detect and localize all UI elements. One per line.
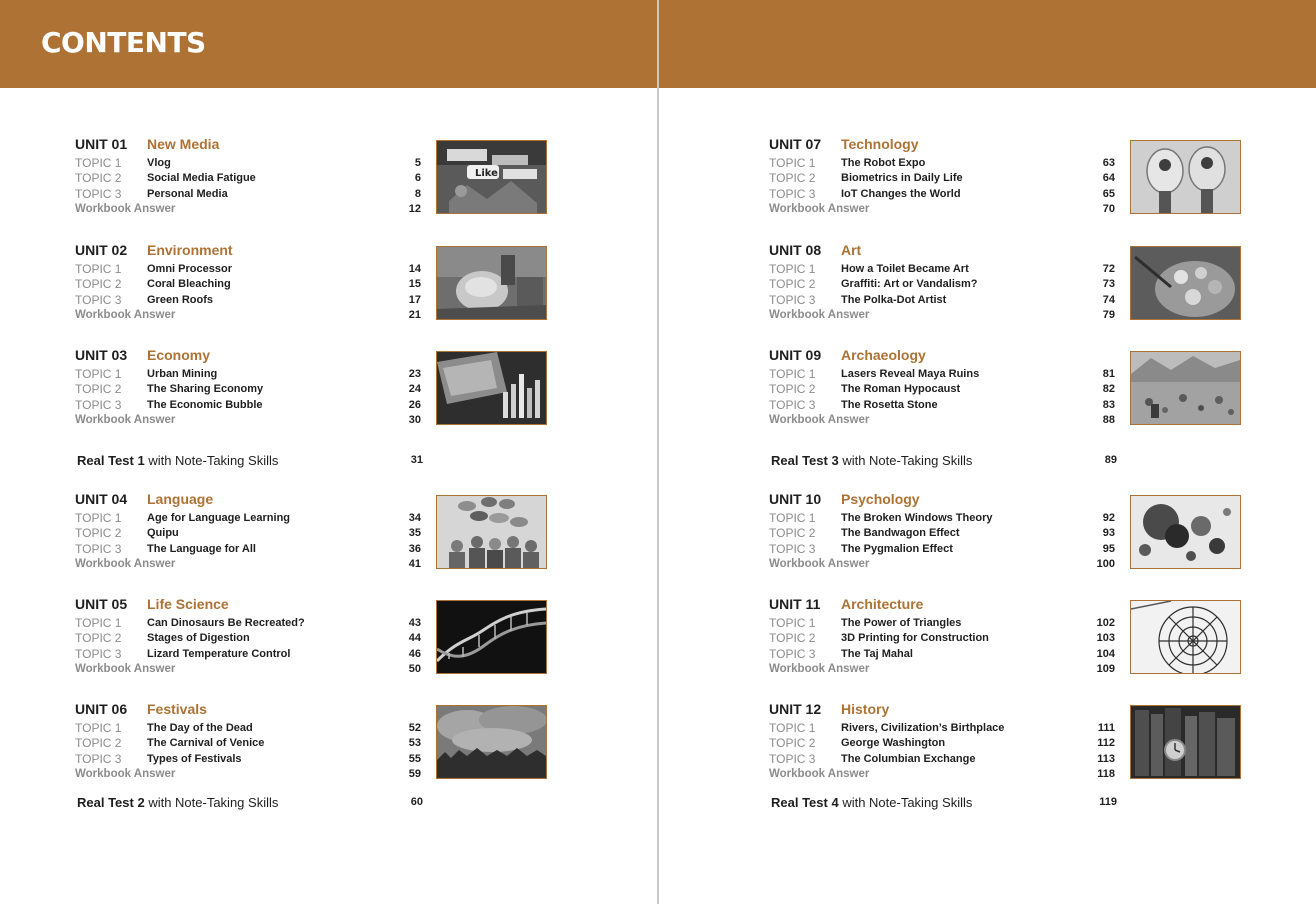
topic-label: TOPIC 3: [769, 293, 816, 307]
workbook-label: Workbook Answer: [769, 558, 870, 570]
topic-label: TOPIC 1: [75, 721, 122, 735]
topic-row[interactable]: [769, 526, 1115, 541]
page-number: 82: [1102, 383, 1115, 395]
unit-heading: [769, 491, 920, 507]
unit-label: UNIT 06: [75, 701, 128, 717]
topic-label: TOPIC 3: [769, 542, 816, 556]
topic-label: TOPIC 3: [75, 752, 122, 766]
unit-heading: [75, 596, 229, 612]
unit-heading: [769, 136, 919, 152]
topic-title: How a Toilet Became Art: [841, 263, 969, 275]
glass-dome-photo: [1131, 601, 1240, 673]
topic-row[interactable]: [769, 398, 1115, 413]
page-number: 64: [1102, 172, 1115, 184]
topic-row[interactable]: [769, 156, 1115, 171]
topic-row[interactable]: [75, 367, 421, 382]
unit-07: [769, 136, 1241, 218]
page-number: 5: [414, 157, 421, 169]
topic-label: TOPIC 2: [769, 526, 816, 540]
topic-row[interactable]: [75, 721, 421, 736]
page-number: 93: [1102, 527, 1115, 539]
page-number: 52: [408, 722, 421, 734]
topic-row[interactable]: [75, 631, 421, 646]
workbook-label: Workbook Answer: [75, 663, 176, 675]
workbook-row[interactable]: [769, 662, 1115, 677]
topic-row[interactable]: [769, 616, 1115, 631]
page-number: 23: [408, 368, 421, 380]
page-number: 81: [1102, 368, 1115, 380]
workbook-row[interactable]: [75, 308, 421, 323]
workbook-row[interactable]: [769, 202, 1115, 217]
real-test-entry[interactable]: [77, 795, 423, 813]
topic-row[interactable]: [769, 262, 1115, 277]
real-test-name: Real Test 4: [771, 795, 839, 810]
topic-title: IoT Changes the World: [841, 188, 961, 200]
unit-thumbnail: [1130, 351, 1241, 425]
topic-label: TOPIC 2: [75, 631, 122, 645]
unit-thumbnail: [436, 246, 547, 320]
topic-label: TOPIC 3: [75, 293, 122, 307]
topic-row[interactable]: [769, 367, 1115, 382]
left-page: [0, 0, 657, 904]
page-number: 24: [408, 383, 421, 395]
page-number: 60: [410, 796, 423, 808]
page-number: 44: [408, 632, 421, 644]
page-number: 63: [1102, 157, 1115, 169]
topic-title: The Bandwagon Effect: [841, 527, 960, 539]
unit-title[interactable]: Psychology: [841, 491, 920, 507]
dna-helix-photo: [437, 601, 546, 673]
topic-title: The Roman Hypocaust: [841, 383, 961, 395]
unit-11: [769, 596, 1241, 678]
topic-row[interactable]: [75, 156, 421, 171]
unit-label: UNIT 05: [75, 596, 128, 612]
unit-thumbnail: [436, 705, 547, 779]
topic-row[interactable]: [769, 277, 1115, 292]
topic-title: Types of Festivals: [147, 753, 242, 765]
topic-row[interactable]: [769, 293, 1115, 308]
page-number: 12: [408, 203, 421, 215]
page-number: 112: [1097, 737, 1115, 749]
unit-title[interactable]: Architecture: [841, 596, 924, 612]
topic-title: Quipu: [147, 527, 179, 539]
page-number: 95: [1102, 543, 1115, 555]
book-spine: [657, 0, 659, 904]
topic-label: TOPIC 2: [769, 736, 816, 750]
topic-title: The Day of the Dead: [147, 722, 253, 734]
topic-label: TOPIC 2: [75, 526, 122, 540]
unit-heading: [769, 242, 861, 258]
unit-thumbnail: [436, 140, 547, 214]
topic-row[interactable]: [75, 616, 421, 631]
unit-thumbnail: [1130, 600, 1241, 674]
page-number: 92: [1102, 512, 1115, 524]
unit-title[interactable]: Economy: [147, 347, 211, 363]
unit-label: UNIT 12: [769, 701, 822, 717]
paint-palette-photo: [1131, 247, 1240, 319]
topic-label: TOPIC 3: [75, 398, 122, 412]
topic-row[interactable]: [769, 171, 1115, 186]
page-number: 36: [408, 543, 421, 555]
unit-label: UNIT 01: [75, 136, 128, 152]
topic-title: Age for Language Learning: [147, 512, 291, 524]
page-number: 89: [1104, 454, 1117, 466]
unit-label: UNIT 07: [769, 136, 822, 152]
workbook-label: Workbook Answer: [769, 663, 870, 675]
unit-04: [75, 491, 547, 573]
unit-label: UNIT 11: [769, 596, 821, 612]
real-test-name: Real Test 3: [771, 453, 839, 468]
page-number: 43: [408, 617, 421, 629]
unit-title[interactable]: Archaeology: [841, 347, 926, 363]
unit-title[interactable]: New Media: [147, 136, 220, 152]
topic-label: TOPIC 2: [769, 277, 816, 291]
unit-title[interactable]: Life Science: [147, 596, 229, 612]
topic-row[interactable]: [75, 511, 421, 526]
unit-01: [75, 136, 547, 218]
topic-title: The Polka-Dot Artist: [841, 294, 947, 306]
workbook-label: Workbook Answer: [75, 558, 176, 570]
unit-heading: [75, 242, 233, 258]
unit-08: [769, 242, 1241, 324]
real-test-subtitle: with Note-Taking Skills: [842, 453, 973, 468]
topic-title: The Taj Mahal: [841, 648, 913, 660]
unit-thumbnail: [1130, 140, 1241, 214]
page-number: 73: [1102, 278, 1115, 290]
page-number: 74: [1102, 294, 1115, 306]
unit-title[interactable]: Art: [841, 242, 862, 258]
topic-label: TOPIC 1: [769, 156, 816, 170]
topic-label: TOPIC 1: [769, 616, 816, 630]
page-number: 102: [1096, 617, 1115, 629]
topic-row[interactable]: [75, 262, 421, 277]
unit-thumbnail: [1130, 246, 1241, 320]
festival-crowd-photo: [437, 706, 546, 778]
unit-thumbnail: [436, 600, 547, 674]
real-test-entry[interactable]: [77, 453, 423, 471]
page-number: 104: [1096, 648, 1115, 660]
unit-06: [75, 701, 547, 783]
topic-title: Rivers, Civilization’s Birthplace: [841, 722, 1005, 734]
real-test-entry[interactable]: [771, 453, 1117, 471]
page-number: 34: [408, 512, 421, 524]
page-number: 100: [1096, 558, 1115, 570]
page-number: 41: [408, 558, 421, 570]
real-test-name: Real Test 1: [77, 453, 145, 468]
unit-heading: [769, 347, 926, 363]
topic-title: The Carnival of Venice: [147, 737, 265, 749]
topic-title: Personal Media: [147, 188, 228, 200]
workbook-label: Workbook Answer: [769, 768, 870, 780]
topic-title: The Rosetta Stone: [841, 399, 938, 411]
unit-title[interactable]: Technology: [841, 136, 919, 152]
topic-title: The Robot Expo: [841, 157, 926, 169]
topic-title: Lizard Temperature Control: [147, 648, 291, 660]
topic-title: The Economic Bubble: [147, 399, 263, 411]
page-number: 103: [1096, 632, 1115, 644]
unit-title[interactable]: Festivals: [147, 701, 207, 717]
unit-05: [75, 596, 547, 678]
unit-heading: [769, 596, 923, 612]
topic-label: TOPIC 1: [769, 721, 816, 735]
unit-label: UNIT 10: [769, 491, 822, 507]
page-number: 14: [408, 263, 421, 275]
topic-title: Vlog: [147, 157, 171, 169]
topic-label: TOPIC 3: [75, 647, 122, 661]
page-number: 30: [408, 414, 421, 426]
unit-title[interactable]: Language: [147, 491, 214, 507]
page-number: 109: [1096, 663, 1115, 675]
page-number: 88: [1102, 414, 1115, 426]
workbook-row[interactable]: [75, 767, 421, 782]
topic-label: TOPIC 2: [75, 171, 122, 185]
page-number: 46: [408, 648, 421, 660]
topic-title: The Sharing Economy: [147, 383, 264, 395]
topic-title: The Columbian Exchange: [841, 753, 976, 765]
real-test-subtitle: with Note-Taking Skills: [842, 795, 973, 810]
topic-label: TOPIC 2: [75, 382, 122, 396]
unit-thumbnail: [436, 495, 547, 569]
topic-row[interactable]: [75, 526, 421, 541]
workbook-label: Workbook Answer: [75, 414, 176, 426]
unit-heading: [75, 491, 213, 507]
topic-label: TOPIC 2: [75, 277, 122, 291]
topic-title: Urban Mining: [147, 368, 218, 380]
topic-label: TOPIC 1: [769, 262, 816, 276]
topic-label: TOPIC 1: [75, 616, 122, 630]
topic-title: 3D Printing for Construction: [841, 632, 989, 644]
ink-splash-photo: [1131, 496, 1240, 568]
topic-label: TOPIC 3: [769, 752, 816, 766]
unit-10: [769, 491, 1241, 573]
topic-title: The Broken Windows Theory: [841, 512, 993, 524]
plastic-bag-photo: [437, 247, 546, 319]
topic-label: TOPIC 3: [769, 647, 816, 661]
topic-title: Green Roofs: [147, 294, 214, 306]
topic-row[interactable]: [769, 382, 1115, 397]
topic-title: The Language for All: [147, 543, 256, 555]
page-number: 111: [1097, 722, 1115, 734]
unit-heading: [769, 701, 889, 717]
topic-label: TOPIC 1: [75, 511, 122, 525]
topic-label: TOPIC 3: [769, 187, 816, 201]
unit-02: [75, 242, 547, 324]
page-number: 59: [408, 768, 421, 780]
unit-thumbnail: [1130, 495, 1241, 569]
topic-title: Graffiti: Art or Vandalism?: [841, 278, 978, 290]
topic-row[interactable]: [769, 647, 1115, 662]
topic-title: Stages of Digestion: [147, 632, 250, 644]
topic-label: TOPIC 3: [75, 542, 122, 556]
topic-label: TOPIC 3: [769, 398, 816, 412]
unit-heading: [75, 136, 219, 152]
page-number: 21: [408, 309, 421, 321]
workbook-row[interactable]: [769, 308, 1115, 323]
workbook-label: Workbook Answer: [769, 309, 870, 321]
ruins-landscape-photo: [1131, 352, 1240, 424]
workbook-label: Workbook Answer: [769, 414, 870, 426]
social-media-like-photo: [437, 141, 546, 213]
topic-row[interactable]: [75, 542, 421, 557]
topic-title: The Power of Triangles: [841, 617, 962, 629]
topic-label: TOPIC 1: [769, 367, 816, 381]
topic-label: TOPIC 2: [769, 382, 816, 396]
topic-label: TOPIC 2: [75, 736, 122, 750]
workbook-row[interactable]: [769, 767, 1115, 782]
topic-row[interactable]: [75, 171, 421, 186]
unit-label: UNIT 08: [769, 242, 822, 258]
robot-heads-photo: [1131, 141, 1240, 213]
page-number: 53: [408, 737, 421, 749]
topic-label: TOPIC 3: [75, 187, 122, 201]
unit-label: UNIT 02: [75, 242, 128, 258]
page-number: 17: [408, 294, 421, 306]
workbook-row[interactable]: [75, 413, 421, 428]
page-number: 15: [408, 278, 421, 290]
topic-label: TOPIC 1: [75, 262, 122, 276]
real-test-entry[interactable]: [771, 795, 1117, 813]
topic-title: Biometrics in Daily Life: [841, 172, 963, 184]
books-pocket-watch-photo: [1131, 706, 1240, 778]
real-test-subtitle: with Note-Taking Skills: [148, 453, 279, 468]
topic-label: TOPIC 1: [75, 367, 122, 381]
unit-12: [769, 701, 1241, 783]
people-speech-bubbles-photo: [437, 496, 546, 568]
page-number: 6: [414, 172, 421, 184]
page-number: 83: [1102, 399, 1115, 411]
workbook-row[interactable]: [75, 662, 421, 677]
page-number: 113: [1097, 753, 1115, 765]
page-number: 72: [1102, 263, 1115, 275]
page-number: 118: [1097, 768, 1115, 780]
unit-heading: [75, 701, 207, 717]
unit-heading: [75, 347, 210, 363]
workbook-row[interactable]: [75, 202, 421, 217]
topic-row[interactable]: [75, 647, 421, 662]
page-number: 26: [408, 399, 421, 411]
page-number: 119: [1099, 796, 1117, 808]
unit-thumbnail: [436, 351, 547, 425]
topic-title: Can Dinosaurs Be Recreated?: [147, 617, 305, 629]
workbook-label: Workbook Answer: [75, 203, 176, 215]
topic-title: Omni Processor: [147, 263, 232, 275]
topic-label: TOPIC 2: [769, 631, 816, 645]
topic-row[interactable]: [769, 511, 1115, 526]
real-test-name: Real Test 2: [77, 795, 145, 810]
money-chart-photo: [437, 352, 546, 424]
topic-row[interactable]: [769, 721, 1115, 736]
workbook-label: Workbook Answer: [769, 203, 870, 215]
topic-row[interactable]: [75, 187, 421, 202]
page-number: 79: [1102, 309, 1115, 321]
workbook-row[interactable]: [769, 557, 1115, 572]
topic-row[interactable]: [769, 631, 1115, 646]
page-number: 35: [408, 527, 421, 539]
page-number: 70: [1102, 203, 1115, 215]
topic-row[interactable]: [769, 187, 1115, 202]
topic-row[interactable]: [769, 542, 1115, 557]
unit-label: UNIT 04: [75, 491, 128, 507]
topic-label: TOPIC 2: [769, 171, 816, 185]
topic-title: The Pygmalion Effect: [841, 543, 953, 555]
topic-row[interactable]: [769, 752, 1115, 767]
page-number: 50: [408, 663, 421, 675]
unit-thumbnail: [1130, 705, 1241, 779]
topic-row[interactable]: [769, 736, 1115, 751]
unit-label: UNIT 09: [769, 347, 822, 363]
right-page: [694, 0, 1316, 904]
unit-title[interactable]: Environment: [147, 242, 233, 258]
topic-row[interactable]: [75, 382, 421, 397]
unit-label: UNIT 03: [75, 347, 128, 363]
page-number: 8: [414, 188, 421, 200]
workbook-row[interactable]: [75, 557, 421, 572]
topic-row[interactable]: [75, 277, 421, 292]
page-title: CONTENTS: [41, 26, 206, 59]
page-number: 65: [1102, 188, 1115, 200]
topic-title: George Washington: [841, 737, 946, 749]
real-test-subtitle: with Note-Taking Skills: [148, 795, 279, 810]
topic-title: Social Media Fatigue: [147, 172, 256, 184]
topic-label: TOPIC 1: [75, 156, 122, 170]
topic-row[interactable]: [75, 293, 421, 308]
unit-03: [75, 347, 547, 429]
topic-title: Lasers Reveal Maya Ruins: [841, 368, 980, 380]
unit-title[interactable]: History: [841, 701, 890, 717]
workbook-row[interactable]: [769, 413, 1115, 428]
page-number: 55: [408, 753, 421, 765]
page-number: 31: [410, 454, 423, 466]
topic-row[interactable]: [75, 736, 421, 751]
workbook-label: Workbook Answer: [75, 309, 176, 321]
svg-text:Like: Like: [475, 168, 498, 179]
topic-title: Coral Bleaching: [147, 278, 231, 290]
unit-09: [769, 347, 1241, 429]
topic-row[interactable]: [75, 752, 421, 767]
topic-row[interactable]: [75, 398, 421, 413]
topic-label: TOPIC 1: [769, 511, 816, 525]
workbook-label: Workbook Answer: [75, 768, 176, 780]
